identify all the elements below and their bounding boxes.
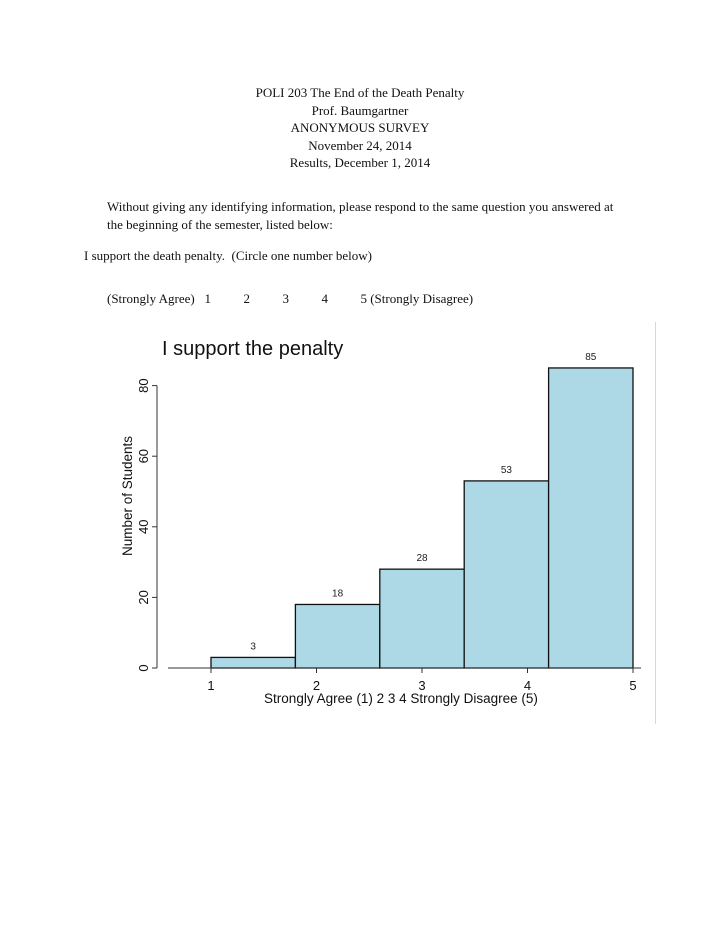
bar-value-label: 85 [585, 351, 597, 363]
y-tick-label: 80 [136, 378, 151, 393]
x-tick-label: 5 [629, 678, 637, 693]
survey-header [0, 84, 720, 172]
x-tick-label: 1 [207, 678, 215, 693]
x-axis-label: Strongly Agree (1) 2 3 4 Strongly Disagree (5) [264, 691, 538, 706]
histogram-svg [0, 320, 720, 724]
y-tick-label: 20 [136, 590, 151, 605]
x-tick-label: 2 [312, 678, 321, 693]
survey-date: November 24, 2014 [308, 137, 412, 153]
bars-group [211, 368, 633, 668]
survey-label: ANONYMOUS SURVEY [290, 120, 430, 135]
professor-name: Prof. Baumgartner [311, 102, 409, 118]
bar-3 [380, 569, 464, 668]
bar-value-label: 18 [332, 588, 344, 600]
y-axis-label: Number of Students [120, 435, 135, 557]
x-tick-label: 3 [418, 678, 426, 693]
bar-4 [464, 481, 548, 668]
bar-value-label: 3 [250, 641, 256, 653]
survey-question: I support the death penalty. (Circle one number below) [84, 248, 372, 263]
survey-instructions: Without giving any identifying information, please respond to the same question you answered at the beginning of the semester, listed below: [107, 199, 614, 232]
y-tick-label: 0 [136, 664, 151, 672]
results-date: Results, December 1, 2014 [289, 155, 431, 170]
response-scale: (Strongly Agree) 1 2 3 4 5 (Strongly Disagree) [107, 291, 474, 306]
bar-5 [549, 368, 633, 668]
histogram-chart [0, 320, 720, 724]
chart-title: I support the penalty [162, 338, 344, 360]
bar-1 [211, 657, 295, 668]
course-title: POLI 203 The End of the Death Penalty [255, 85, 465, 100]
bar-2 [295, 604, 379, 668]
y-tick-label: 40 [136, 519, 151, 535]
bar-value-label: 53 [500, 464, 512, 476]
y-tick-label: 60 [136, 448, 151, 464]
x-tick-label: 4 [523, 678, 532, 693]
bar-value-label: 28 [416, 553, 428, 565]
